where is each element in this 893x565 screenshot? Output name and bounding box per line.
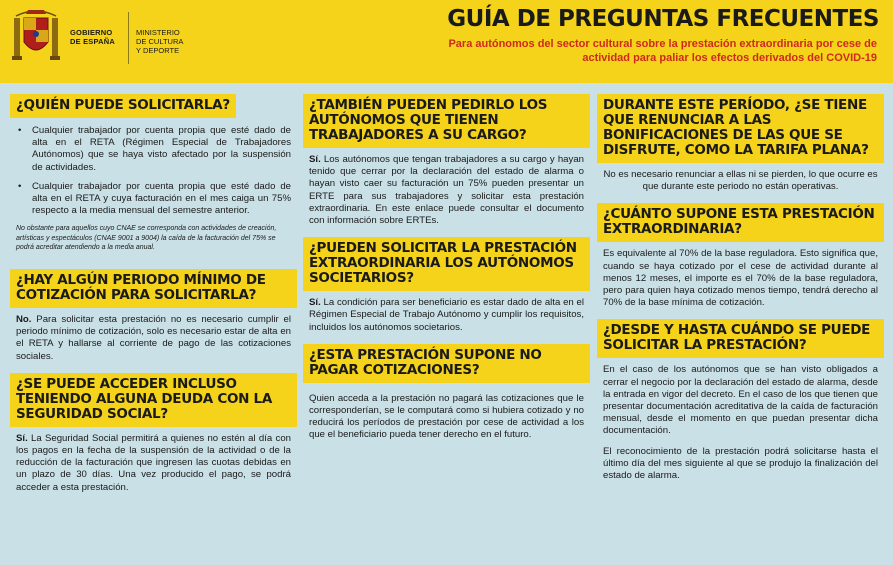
answer-text: Sí. La Seguridad Social permitirá a quienes no estén al día con los pagos en la fecha de la suspensión de la actividad o de la reducción de la facturación que ingresen las cuotas debidas en un plazo de 30 días. Una vez producido el pago, se podrá acceder a esta prestación. (16, 432, 291, 493)
answer-text: No es necesario renunciar a ellas ni se pierden, lo que ocurre es que durante este periodo no están operativas. (603, 169, 878, 193)
question-heading: ¿QUIÉN PUEDE SOLICITARLA? (10, 94, 236, 118)
coat-of-arms-icon (12, 8, 60, 66)
faq-bonuses (597, 94, 884, 193)
column-middle (303, 94, 590, 452)
footnote: No obstante para aquellos cuyo CNAE se corresponda con actividades de creación, artísticas y espectáculos (CNAE 9001 a 9004) la caída de la facturación del 75% se podrá acreditar atendiendo a la media anual. (16, 225, 277, 252)
column-left (10, 94, 297, 504)
faq-corporate (303, 237, 590, 334)
answer-text: Es equivalente al 70% de la base reguladora. Esto significa que, cuando se haya cotizado por el cese de actividad durante al menos 12 meses, el importe es el 70% de la base reguladora, pero para quien haya cotizado menos tiempo, tendrá derecho al 70% de la base mínima de cotización. (603, 248, 878, 309)
faq-minimum-period (10, 269, 297, 363)
column-right (597, 94, 884, 492)
ministry-label: MINISTERIO DE CULTURA Y DEPORTE (136, 28, 184, 55)
bullet-list (16, 125, 291, 217)
question-heading: ¿PUEDEN SOLICITAR LA PRESTACIÓN EXTRAORDINARIA LOS AUTÓNOMOS SOCIETARIOS? (303, 237, 590, 291)
faq-who-can-apply (10, 94, 297, 253)
faq-employers (303, 94, 590, 227)
government-logo (12, 8, 222, 72)
logo-divider (128, 12, 129, 64)
answer-text: El reconocimiento de la prestación podrá solicitarse hasta el último día del mes siguiente al que se produjo la finalización del estado de alarma. (603, 445, 878, 482)
question-heading: ¿HAY ALGÚN PERIODO MÍNIMO DE COTIZACIÓN PARA SOLICITARLA? (10, 269, 297, 308)
answer-text: No. Para solicitar esta prestación no es necesario cumplir el periodo mínimo de cotización, solo es necesario estar de alta en el RETA y hallarse al corriente de pago de las cotizaciones sociales. (16, 313, 291, 362)
answer-text: Quien acceda a la prestación no pagará las cotizaciones que le corresponderían, se le computará como si hubiera cotizado y no reducirá los períodos de prestación por cese de actividad a los que el beneficiario pueda tener derecho en el futuro. (309, 392, 584, 441)
list-item: • Cualquier trabajador por cuenta propia que esté dado de alta en el RETA (Régimen Especial de Trabajadores Autónomos) que se haya visto afectado por la suspensión de actividades. (16, 125, 291, 174)
page-title: GUÍA DE PREGUNTAS FRECUENTES (447, 6, 879, 32)
answer-text: Sí. La condición para ser beneficiario es estar dado de alta en el Régimen Especial de Trabajo Autónomo y cumplir los requisitos, incluidos los autónomos societarios. (309, 297, 584, 333)
list-item: • Cualquier trabajador por cuenta propia que esté dado de alta en el RETA y cuya facturación en el mes caiga un 75% respecto a la media mensual del semestre anterior. (16, 181, 291, 218)
faq-debt (10, 373, 297, 494)
question-heading: DURANTE ESTE PERÍODO, ¿SE TIENE QUE RENUNCIAR A LAS BONIFICACIONES DE LAS QUE SE DISFRUTE, COMO LA TARIFA PLANA? (597, 94, 884, 163)
answer-text: Sí. Los autónomos que tengan trabajadores a su cargo y hayan tenido que cerrar por la declaración del estado de alarma o hayan visto caer su facturación un 75% pueden presentar un ERTE para sus trabajadores y solicitar esta prestación extraordinaria. En este enlace puede consultar el documento con información sobre ERTEs. (309, 154, 584, 227)
government-label: GOBIERNO DE ESPAÑA (70, 28, 116, 46)
question-heading: ¿SE PUEDE ACCEDER INCLUSO TENIENDO ALGUNA DEUDA CON LA SEGURIDAD SOCIAL? (10, 373, 297, 427)
question-heading: ¿DESDE Y HASTA CUÁNDO SE PUEDE SOLICITAR LA PRESTACIÓN? (597, 319, 884, 358)
faq-dates (597, 319, 884, 482)
header (0, 0, 893, 83)
faq-contributions (303, 344, 590, 442)
question-heading: ¿ESTA PRESTACIÓN SUPONE NO PAGAR COTIZACIONES? (303, 344, 590, 383)
answer-text: En el caso de los autónomos que se han visto obligados a cerrar el negocio por la declaración del estado de alarma, desde la entrada en vigor del decreto. En el caso de los que tienen que presentar documentación acreditativa de la caída de facturación mensual, desde el momento en que puedan presentar dicha documentación. (603, 364, 878, 437)
page-subtitle: Para autónomos del sector cultural sobre la prestación extraordinaria por cese de actividad para paliar los efectos derivados del COVID-19 (448, 38, 877, 64)
faq-amount (597, 203, 884, 309)
question-heading: ¿CUÁNTO SUPONE ESTA PRESTACIÓN EXTRAORDINARIA? (597, 203, 884, 242)
question-heading: ¿TAMBIÉN PUEDEN PEDIRLO LOS AUTÓNOMOS QUE TIENEN TRABAJADORES A SU CARGO? (303, 94, 590, 148)
